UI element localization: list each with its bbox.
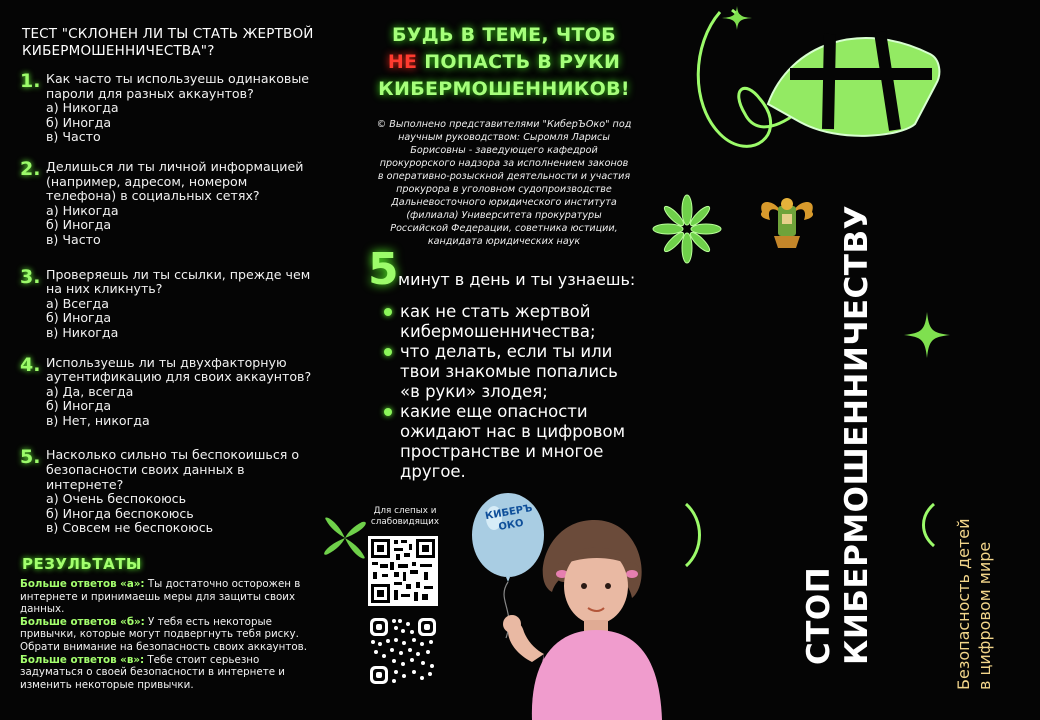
question-text: (например, адресом, номером	[46, 173, 248, 189]
list-item-line: твои знакомые попались	[400, 362, 618, 381]
answer-option: в) Совсем не беспокоюсь	[46, 520, 214, 536]
list-item-line: другое.	[400, 462, 466, 481]
girl-illustration	[492, 512, 682, 720]
five-text: минут в день и ты узнаешь:	[398, 270, 636, 289]
question-text: на них кликнуть?	[46, 281, 163, 297]
list-item-line: ожидают нас в цифровом	[400, 422, 626, 441]
result-b-text: привычки, которые могут подвергнуть тебя риску.	[20, 628, 299, 641]
question-number: 3.	[20, 265, 41, 288]
sparkle-icon	[904, 312, 950, 358]
result-b-text: У тебя есть некоторые	[144, 615, 272, 628]
test-title	[22, 26, 340, 60]
answer-option: в) Часто	[46, 129, 101, 145]
question-text: интернете?	[46, 476, 124, 492]
question-text: Используешь ли ты двухфакторную	[46, 354, 287, 370]
headline-not: НЕ	[387, 51, 418, 73]
result-a-text: интернете и принимаешь меры для защиты своих	[20, 590, 296, 603]
question-number: 1.	[20, 70, 41, 92]
subtitle-line2: в цифровом мире	[975, 541, 994, 690]
credit-line: (филиала) Университета прокуратуры	[406, 210, 602, 221]
qr-code-top[interactable]	[368, 536, 438, 606]
subtitle-line1: Безопасность детей	[954, 518, 973, 690]
question-text: Насколько сильно ты беспокоишься о	[46, 447, 300, 463]
list-item-line: как не стать жертвой	[400, 302, 591, 321]
result-a-key: Больше ответов «а»:	[20, 578, 145, 590]
test-title-line1: ТЕСТ "СКЛОНЕН ЛИ ТЫ СТАТЬ ЖЕРТВОЙ	[22, 26, 314, 42]
result-b-key: Больше ответов «б»:	[20, 615, 145, 628]
list-item	[382, 302, 672, 342]
blind-label-line: Для слепых и	[373, 506, 437, 516]
result-a-text: Ты достаточно осторожен в	[144, 578, 301, 590]
credit-line: © Выполнено представителями "КиберЪОко" под	[376, 119, 632, 130]
answer-option: в) Часто	[46, 231, 101, 247]
question-text: Проверяешь ли ты ссылки, прежде чем	[46, 266, 311, 282]
credit-line: прокурорского надзора за исполнением законов	[379, 158, 629, 169]
main-title-line1: СТОП	[801, 566, 837, 665]
five-number: 5	[368, 244, 399, 295]
list-item-line: кибермошенничества;	[400, 322, 596, 341]
answer-option: б) Иногда	[46, 217, 112, 233]
result-b-text: Обрати внимание на безопасность своих аккаунтов.	[20, 640, 307, 653]
result-c-text: изменить некоторые привычки.	[20, 678, 194, 691]
result-c-text: Тебе стоит серьезно	[144, 653, 260, 666]
test-column	[20, 26, 340, 551]
answer-option: а) Никогда	[46, 100, 119, 116]
credit-line: прокурора в уголовном судопроизводстве	[396, 184, 612, 195]
question-text: телефона) в социальных сетях?	[46, 188, 260, 204]
result-c-text: задуматься о своей безопасности в интернете и	[20, 666, 285, 679]
headline-line1: БУДЬ В ТЕМЕ, ЧТОБ	[392, 24, 616, 46]
answer-option: б) Иногда беспокоюсь	[46, 505, 194, 521]
blind-label-line: слабовидящих	[370, 517, 440, 527]
headline	[356, 22, 652, 103]
main-title-line2: КИБЕРМОШЕННИЧЕСТВУ	[839, 205, 875, 665]
answer-option: б) Иногда	[46, 310, 112, 326]
answer-option: в) Нет, никогда	[46, 412, 150, 428]
result-c-key: Больше ответов «в»:	[20, 653, 145, 666]
credit-line: Российской Федерации, советника юстиции,	[390, 223, 618, 234]
benefits-list	[382, 302, 672, 482]
question-4	[20, 353, 340, 429]
question-text: безопасности своих данных в	[46, 462, 245, 478]
list-item-line: что делать, если ты или	[400, 342, 613, 361]
answer-option: а) Да, всегда	[46, 383, 134, 399]
list-item-line: какие еще опасности	[400, 402, 588, 421]
neon-arc-icon	[680, 500, 710, 570]
flower-icon	[652, 194, 722, 264]
question-2	[20, 157, 340, 248]
main-title	[800, 195, 876, 665]
answer-option: б) Иногда	[46, 114, 112, 130]
credit-line: в оперативно-розыскной деятельности и участия	[377, 171, 631, 182]
credit-line: кандидата юридических наук	[427, 236, 581, 247]
headline-line2: ПОПАСТЬ В РУКИ	[417, 51, 621, 73]
question-1	[20, 72, 340, 145]
answer-option: в) Никогда	[46, 324, 119, 340]
credit-text	[356, 118, 652, 248]
qr-code-bottom[interactable]	[368, 616, 438, 686]
question-text: Как часто ты используешь одинаковые	[46, 71, 310, 86]
results-text	[20, 578, 338, 691]
test-title-line2: КИБЕРМОШЕННИЧЕСТВА"?	[22, 43, 215, 59]
question-number: 5.	[20, 446, 41, 469]
answer-option: а) Очень беспокоюсь	[46, 491, 187, 507]
question-number: 4.	[20, 353, 41, 376]
answer-option: б) Иногда	[46, 398, 112, 414]
results-heading: РЕЗУЛЬТАТЫ	[22, 555, 142, 573]
credit-line: научным руководством: Сыромля Ларисы	[398, 132, 610, 143]
list-item	[382, 342, 672, 402]
result-a-text: данных.	[20, 603, 65, 616]
question-text: аутентификацию для своих аккаунтов?	[46, 369, 312, 385]
list-item-line: пространстве и многое	[400, 442, 604, 461]
balloon-label-line: ОКО	[497, 517, 525, 534]
headline-line3: КИБЕРМОШЕННИКОВ!	[378, 78, 630, 100]
sparkle-icon	[722, 6, 752, 30]
answer-option: а) Всегда	[46, 295, 109, 311]
question-number: 2.	[20, 157, 41, 180]
question-text: Делишься ли ты личной информацией	[46, 158, 304, 174]
list-item	[382, 402, 672, 482]
credit-line: Дальневосточного юридического института	[391, 197, 617, 208]
question-5	[20, 448, 340, 536]
subtitle	[953, 480, 995, 690]
neon-arc-icon	[916, 500, 940, 550]
list-item-line: «в руки» злодея;	[400, 382, 548, 401]
balloon-label-line: КИБЕРЪ	[484, 503, 534, 523]
question-3	[20, 265, 340, 341]
question-text: пароли для разных аккаунтов?	[46, 85, 254, 101]
answer-option: а) Никогда	[46, 202, 119, 218]
credit-line: Борисовны - заведующего кафедрой	[410, 145, 598, 156]
propeller-icon	[316, 508, 374, 568]
